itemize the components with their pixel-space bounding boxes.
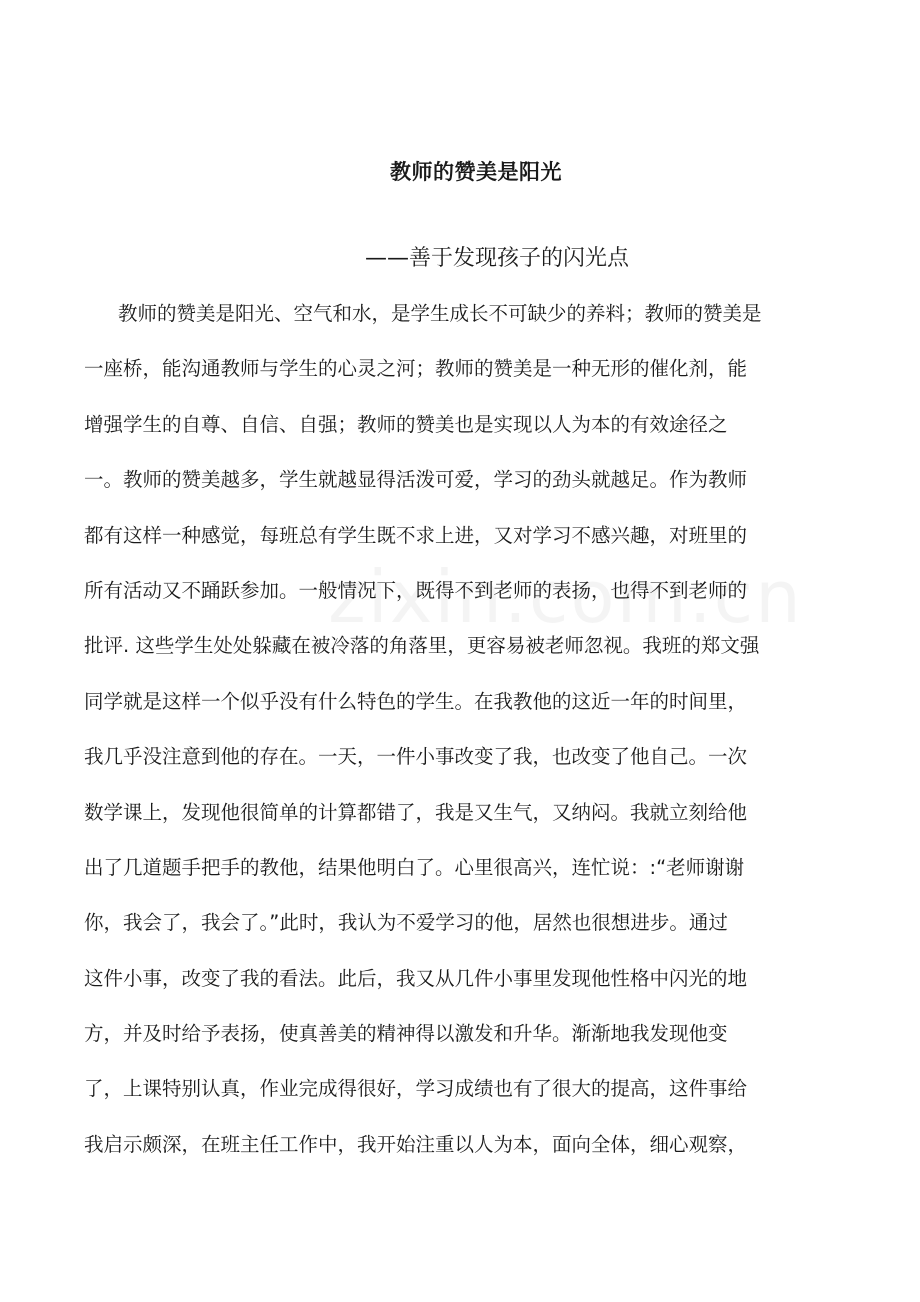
- text-line: 一。教师的赞美越多，学生就越显得活泼可爱，学习的劲头就越足。作为教师: [84, 468, 748, 492]
- text-line: 出了几道题手把手的教他，结果他明白了。心里很高兴，连忙说：:“老师谢谢: [84, 855, 745, 879]
- document-title: 教师的赞美是阳光: [390, 160, 562, 184]
- text-line: 数学课上，发现他很简单的计算都错了，我是又生气，又纳闷。我就立刻给他: [84, 800, 748, 824]
- text-line: 批评. 这些学生处处躲藏在被冷落的角落里，更容易被老师忽视。我班的郑文强: [84, 634, 760, 658]
- text-line: 都有这样一种感觉，每班总有学生既不求上进，又对学习不感兴趣，对班里的: [84, 523, 748, 547]
- body-text: [84, 292, 844, 1178]
- text-line: 这件小事，改变了我的看法。此后，我又从几件小事里发现他性格中闪光的地: [84, 966, 748, 990]
- document-subtitle: ——善于发现孩子的闪光点: [365, 246, 630, 271]
- text-line: 你，我会了，我会了。”此时，我认为不爱学习的他，居然也很想进步。通过: [84, 911, 728, 935]
- text-line: 一座桥，能沟通教师与学生的心灵之河；教师的赞美是一种无形的催化剂，能: [84, 357, 748, 381]
- text-line: 我几乎没注意到他的存在。一天，一件小事改变了我，也改变了他自己。一次: [84, 745, 748, 769]
- text-line: 增强学生的自尊、自信、自强；教师的赞美也是实现以人为本的有效途径之: [84, 412, 728, 436]
- text-line: 了，上课特别认真，作业完成得很好，学习成绩也有了很大的提高，这件事给: [84, 1077, 748, 1101]
- text-line: 教师的赞美是阳光、空气和水，是学生成长不可缺少的养料；教师的赞美是: [118, 302, 762, 325]
- text-line: 所有活动又不踊跃参加。一般情况下，既得不到老师的表扬，也得不到老师的: [84, 578, 748, 602]
- text-line: 我启示颇深，在班主任工作中，我开始注重以人为本，面向全体，细心观察，: [84, 1132, 748, 1156]
- text-line: 方，并及时给予表扬，使真善美的精神得以激发和升华。渐渐地我发现他变: [84, 1022, 728, 1046]
- text-line: 同学就是这样一个似乎没有什么特色的学生。在我教他的这近一年的时间里，: [84, 689, 748, 713]
